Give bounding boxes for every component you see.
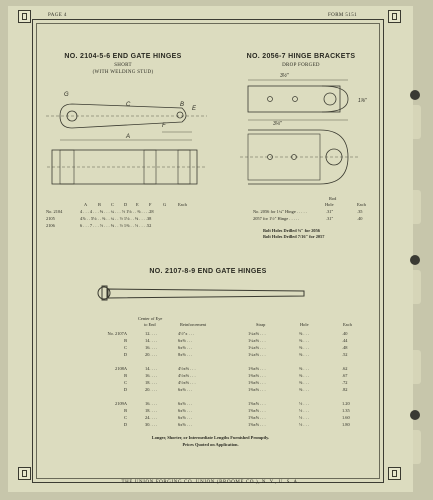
bracket-drawing: [230, 72, 380, 192]
binder-hole-top: [410, 90, 420, 100]
section3-row-each: .44: [342, 338, 348, 343]
section3-row-label: 2109A: [115, 401, 127, 406]
index-tab-4: [413, 350, 421, 384]
section3-row-hole: ⅜ . . .: [299, 338, 309, 343]
section3-row-each: .40: [342, 331, 348, 336]
section1-subtitle2: (WITH WELDING STUD): [92, 70, 154, 75]
section1-subtitle: SHORT: [114, 63, 132, 68]
section3-row-center: 12. . . .: [145, 331, 158, 336]
section3-row-label: D: [123, 352, 127, 357]
section3-row-strap: 1⅝x⅝ . . .: [248, 408, 266, 413]
section3-row-center: 16. . . .: [145, 345, 158, 350]
bracket-dim-side: 1⅜": [358, 98, 367, 104]
section2-col-hole: Hole: [325, 202, 334, 207]
section3-row-each: .62: [342, 366, 348, 371]
section3-row-strap: 1⅜x⅜ . . .: [248, 373, 266, 378]
section1-row-label: 2106: [46, 223, 55, 228]
page-number: PAGE 4: [48, 13, 67, 18]
section3-row-reinforcement: 6x⅝ . . .: [178, 415, 193, 420]
section3-row-hole: ⅜ . . .: [299, 352, 309, 357]
section3-row-hole: ⅜ . . .: [299, 380, 309, 385]
section3-row-label: C: [124, 415, 127, 420]
label-a: A: [126, 134, 131, 140]
section3-row-center: 16. . . .: [145, 401, 158, 406]
section3-row-each: .82: [342, 387, 348, 392]
section3-row-label: No. 2107A: [107, 331, 127, 336]
label-f: F: [162, 123, 166, 129]
index-tab-5: [413, 430, 421, 464]
section3-row-each: .72: [342, 380, 348, 385]
section1-col-f: F: [149, 202, 152, 207]
section3-row-label: D: [123, 422, 127, 427]
section3-note2: Prices Quoted on Application.: [182, 442, 239, 447]
section1-row-label: No. 2104: [46, 209, 63, 214]
section3-row-reinforcement: 4½x⅜ . . .: [178, 366, 196, 371]
label-c: C: [126, 102, 131, 108]
section1-row-values: 6 . . . 7 . . . ½ . . . ⅜ . . ½ 1⅜ . . ½ . . . .52: [80, 223, 152, 228]
section3-row-strap: 1⅝x⅝ . . .: [248, 401, 266, 406]
section3-row-each: 1.35: [342, 408, 350, 413]
section3-row-hole: ⅜ . . .: [299, 345, 309, 350]
section2-row-hole: .31": [326, 209, 334, 214]
section3-row-hole: ½ . . .: [299, 408, 309, 413]
section3-row-each: .48: [342, 345, 348, 350]
corner-logo-bottom-right: [388, 467, 401, 480]
section3-row-each: 1.20: [342, 401, 350, 406]
section3-row-label: B: [124, 408, 127, 413]
section3-row-strap: 1⅜x⅜ . . .: [248, 387, 266, 392]
section3-row-label: B: [124, 373, 127, 378]
section1-title: NO. 2104-5-6 END GATE HINGES: [64, 53, 182, 60]
form-number: FORM 5151: [328, 13, 358, 18]
section3-row-center: 20. . . .: [145, 352, 158, 357]
label-b: B: [180, 102, 185, 108]
section3-row-reinforcement: 4½x⅜ . . .: [178, 373, 196, 378]
section3-row-hole: ⅜ . . .: [299, 331, 309, 336]
section2-row-hole: .31": [326, 216, 334, 221]
label-e: E: [192, 106, 197, 112]
index-tab-2: [413, 190, 421, 224]
section3-col-center2: to End: [144, 322, 156, 327]
section3-row-reinforcement: 4½"x . . .: [178, 331, 195, 336]
section3-row-each: .52: [342, 352, 348, 357]
section3-col-reinf: Reinforcement: [180, 322, 207, 327]
index-tab-3: [413, 270, 421, 304]
section3-row-reinforcement: 4½x⅜ . . .: [178, 380, 196, 385]
section3-row-hole: ½ . . .: [299, 415, 309, 420]
section1-col-g: G: [163, 202, 167, 207]
section3-row-reinforcement: 6x⅝ . . .: [178, 408, 193, 413]
corner-logo-top-left: [18, 10, 31, 23]
section3-row-hole: ⅜ . . .: [299, 387, 309, 392]
section1-row-label: 2105: [46, 216, 55, 221]
section3-row-center: 20. . . .: [145, 387, 158, 392]
corner-logo-bottom-left: [18, 467, 31, 480]
section3-note1: Longer, Shorter, or Intermediate Lengths Furnished Promptly.: [151, 435, 270, 440]
section3-col-each: Each: [343, 322, 352, 327]
section3-row-label: C: [124, 345, 127, 350]
label-g: G: [64, 92, 69, 98]
section2-subtitle: DROP FORGED: [282, 63, 320, 68]
section3-row-reinforcement: 6x⅜ . . .: [178, 387, 193, 392]
binder-hole-bottom: [410, 410, 420, 420]
section2-row-each: .40: [357, 216, 363, 221]
section3-row-strap: 1¼x⅜ . . .: [248, 331, 266, 336]
section3-row-strap: 1⅝x⅝ . . .: [248, 415, 266, 420]
section3-row-strap: 1⅜x⅜ . . .: [248, 366, 266, 371]
section3-row-center: 14. . . .: [145, 366, 158, 371]
section3-row-strap: 1⅜x⅜ . . .: [248, 380, 266, 385]
bracket-dim-top: 3½": [280, 73, 289, 79]
section1-row-values: 4⅞ . . 5⅛ . . ⅜ . . ¼ . . ½ 1⅛ . . ⅜ . . . .38: [80, 216, 152, 221]
long-hinge-image: [94, 282, 314, 306]
section2-row-name: No. 2056 for 1¼" Hinge . . . . .: [253, 209, 307, 214]
section2-note1: Bolt Holes Drilled ⅜" for 2056: [263, 228, 320, 233]
section3-col-center: Center of Eye: [138, 316, 163, 321]
section1-col-each: Each: [178, 202, 187, 207]
section3-row-label: D: [123, 387, 127, 392]
section3-row-each: 1.60: [342, 415, 350, 420]
footer-company: THE UNION FORGING CO. UNION (BROOME CO.), N. Y., U. S. A.: [121, 480, 300, 485]
section3-row-strap: 1⅝x⅝ . . .: [248, 422, 266, 427]
section3-row-center: 16. . . .: [145, 373, 158, 378]
section3-row-reinforcement: 6x⅝ . . .: [178, 401, 193, 406]
section1-row-values: 4 . . . 4 . . . ⅜ . . . ¼ . . . ½ 1⅛ . . ⅜ . . . .28: [80, 209, 154, 214]
section2-row-name: 2057 for 1½" Hinge . . . . .: [253, 216, 300, 221]
section3-row-hole: ½ . . .: [299, 401, 309, 406]
section3-col-strap: Strap: [256, 322, 266, 327]
section3-row-center: 30. . . .: [145, 422, 158, 427]
section2-title: NO. 2056-7 HINGE BRACKETS: [246, 53, 356, 60]
section2-col-rod: Rod: [329, 196, 337, 201]
section2-row-each: .35: [357, 209, 363, 214]
corner-logo-top-right: [388, 10, 401, 23]
section3-row-label: B: [124, 338, 127, 343]
section3-row-center: 14. . . .: [145, 338, 158, 343]
bracket-dim-bottom: 3¼": [273, 121, 282, 127]
section3-row-reinforcement: 6x⅜ . . .: [178, 345, 193, 350]
section3-col-hole: Hole: [300, 322, 309, 327]
index-tab-1: [413, 105, 421, 139]
catalog-page: [8, 6, 413, 492]
section3-row-reinforcement: 6x⅝ . . .: [178, 422, 193, 427]
section3-row-reinforcement: 6x⅜ . . .: [178, 338, 193, 343]
section1-col-d: D: [124, 202, 128, 207]
section3-row-label: 2108A: [115, 366, 127, 371]
section3-row-strap: 1¼x⅜ . . .: [248, 352, 266, 357]
section2-note2: Bolt Holes Drilled 7/16" for 2057: [263, 234, 325, 239]
section3-row-label: C: [124, 380, 127, 385]
section3-row-center: 18. . . .: [145, 408, 158, 413]
section3-row-each: .67: [342, 373, 348, 378]
section3-row-reinforcement: 8x⅜ . . .: [178, 352, 193, 357]
section3-row-strap: 1¼x⅜ . . .: [248, 345, 266, 350]
section3-row-hole: ½ . . .: [299, 422, 309, 427]
section1-col-e: E: [136, 202, 139, 207]
section1-col-a: A: [84, 202, 88, 207]
section3-title: NO. 2107-8-9 END GATE HINGES: [149, 268, 267, 275]
section1-col-c: C: [111, 202, 114, 207]
section2-col-each: Each: [357, 202, 366, 207]
section3-row-each: 1.80: [342, 422, 350, 427]
section3-row-hole: ⅜ . . .: [299, 373, 309, 378]
section3-row-hole: ⅜ . . .: [299, 366, 309, 371]
section3-row-strap: 1¼x⅜ . . .: [248, 338, 266, 343]
section1-col-b: B: [98, 202, 101, 207]
binder-hole-middle: [410, 255, 420, 265]
section3-row-center: 24. . . .: [145, 415, 158, 420]
section3-row-center: 18. . . .: [145, 380, 158, 385]
